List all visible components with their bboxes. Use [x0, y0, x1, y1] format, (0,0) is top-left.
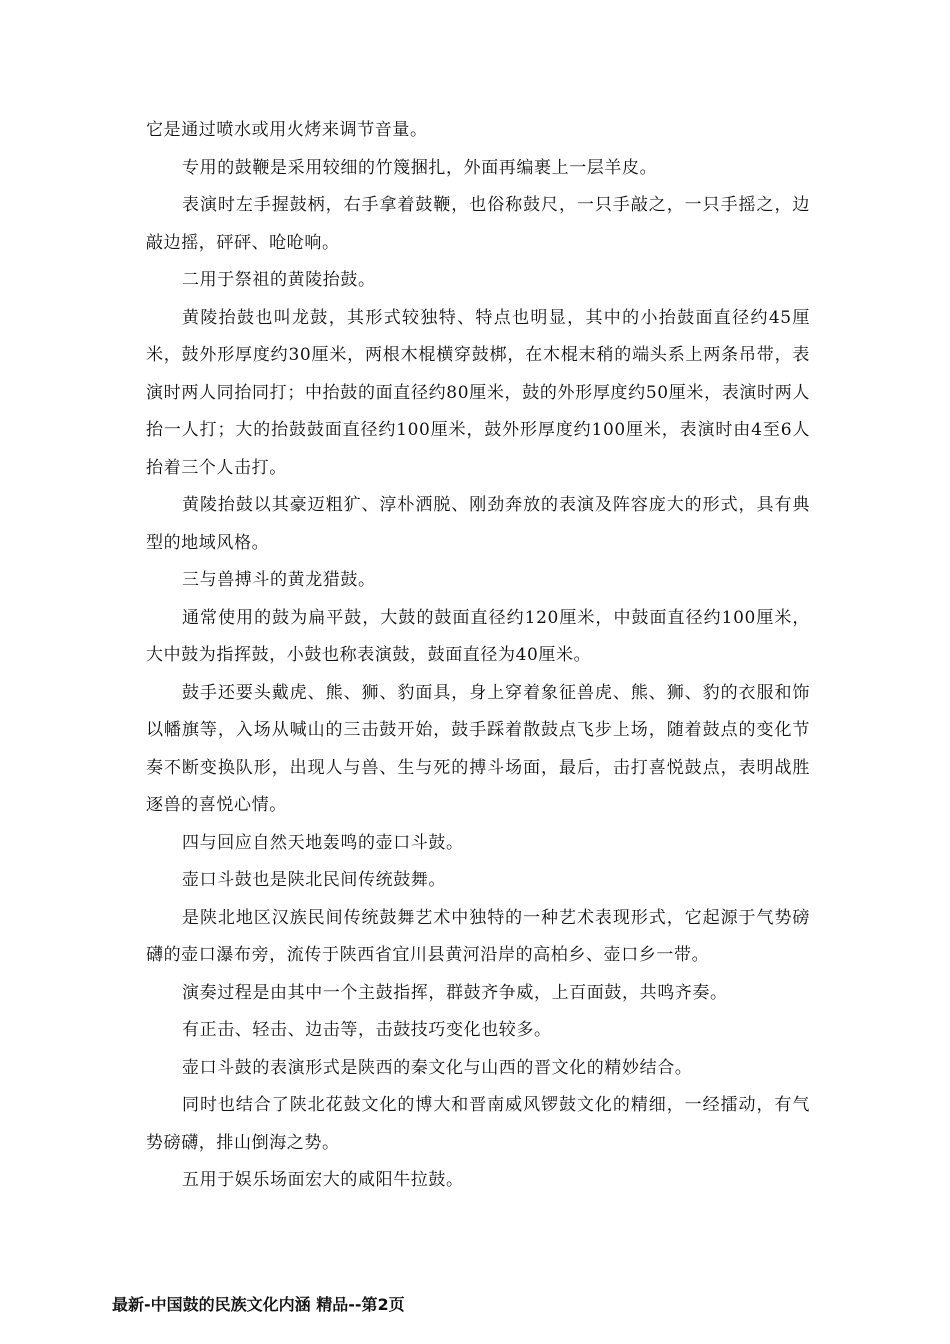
paragraph: 鼓手还要头戴虎、熊、狮、豹面具，身上穿着象征兽虎、熊、狮、豹的衣服和饰以幡旗等，入场从喊山的三击鼓开始，鼓手踩着散鼓点飞步上场，随着鼓点的变化节奏不断变换队形，出现人与兽、生与死的搏斗场面，最后，击打喜悦鼓点，表明战胜逐兽的喜悦心情。: [146, 682, 810, 815]
section-heading: 五用于娱乐场面宏大的咸阳牛拉鼓。: [182, 1170, 464, 1190]
paragraph: 壶口斗鼓也是陕北民间传统鼓舞。: [182, 870, 446, 890]
section-heading: 二用于祭祖的黄陵抬鼓。: [182, 270, 376, 290]
section-heading: 三与兽搏斗的黄龙猎鼓。: [182, 570, 376, 590]
paragraph: 表演时左手握鼓柄，右手拿着鼓鞭，也俗称鼓尺，一只手敲之，一只手摇之，边敲边摇，砰砰、呛呛响。: [146, 195, 810, 253]
paragraph: 专用的鼓鞭是采用较细的竹篾捆扎，外面再编裹上一层羊皮。: [182, 157, 658, 178]
paragraph: 同时也结合了陕北花鼓文化的博大和晋南威风锣鼓文化的精细，一经擂动，有气势磅礴，排山倒海之势。: [146, 1095, 810, 1153]
paragraph-continuation: 它是通过喷水或用火烤来调节音量。: [146, 120, 428, 140]
paragraph: 壶口斗鼓的表演形式是陕西的秦文化与山西的晋文化的精妙结合。: [182, 1057, 693, 1078]
page-footer: 最新-中国鼓的民族文化内涵 精品--第2页: [112, 1295, 405, 1314]
paragraph: 黄陵抬鼓也叫龙鼓，其形式较独特、特点也明显，其中的小抬鼓面直径约45厘米，鼓外形厚度约30厘米，两根木棍横穿鼓梆，在木棍末稍的端头系上两条吊带，表演时两人同抬同打；中抬鼓的面直径约80厘米，鼓的外形厚度约50厘米，表演时两人抬一人打；大的抬鼓鼓面直径约100厘米，鼓外形厚度约100厘米，表演时由4至6人抬着三个人击打。: [146, 307, 810, 478]
section-heading: 四与回应自然天地轰鸣的壶口斗鼓。: [182, 832, 464, 853]
paragraph: 通常使用的鼓为扁平鼓，大鼓的鼓面直径约120厘米，中鼓面直径约100厘米，大中鼓为指挥鼓，小鼓也称表演鼓，鼓面直径为40厘米。: [146, 607, 810, 665]
paragraph: 黄陵抬鼓以其豪迈粗犷、淳朴洒脱、刚劲奔放的表演及阵容庞大的形式，具有典型的地域风格。: [146, 495, 810, 553]
paragraph: 是陕北地区汉族民间传统鼓舞艺术中独特的一种艺术表现形式，它起源于气势磅礴的壶口瀑布旁，流传于陕西省宜川县黄河沿岸的高柏乡、壶口乡一带。: [146, 907, 810, 965]
paragraph: 演奏过程是由其中一个主鼓指挥，群鼓齐争威，上百面鼓，共鸣齐奏。: [182, 982, 728, 1003]
paragraph: 有正击、轻击、边击等，击鼓技巧变化也较多。: [182, 1020, 552, 1040]
document-body: [146, 112, 810, 1200]
